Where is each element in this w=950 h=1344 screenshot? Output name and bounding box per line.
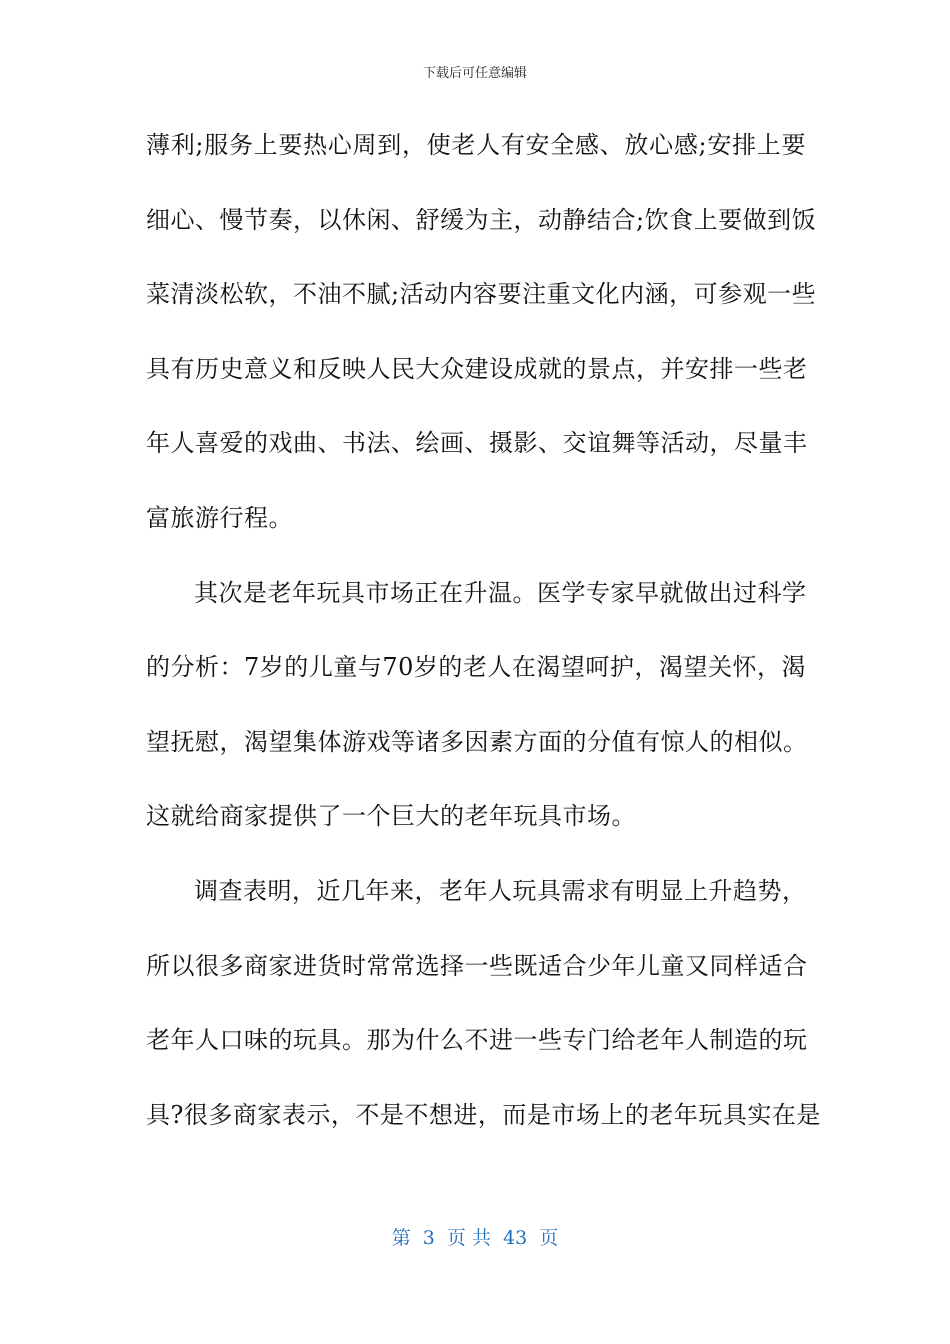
text-line: 具?很多商家表示，不是不想进，而是市场上的老年玩具实在是 [146,1100,821,1129]
page-number-footer: 第 3 页 共 43 页 [391,1227,559,1249]
text-line: 具有历史意义和反映人民大众建设成就的景点，并安排一些老 [146,354,808,383]
text-line: 望抚慰，渴望集体游戏等诸多因素方面的分值有惊人的相似。 [146,727,808,756]
text-line: 调查表明，近几年来，老年人玩具需求有明显上升趋势， [194,876,807,905]
document-body [146,108,821,1152]
text-line: 其次是老年玩具市场正在升温。医学专家早就做出过科学 [194,578,807,607]
text-line: 的分析：7岁的儿童与70岁的老人在渴望呵护，渴望关怀，渴 [146,653,806,682]
text-line: 薄利;服务上要热心周到，使老人有安全感、放心感;安排上要 [146,131,806,159]
text-line: 富旅游行程。 [146,503,293,532]
text-line: 细心、慢节奏，以休闲、舒缓为主，动静结合;饮食上要做到饭 [146,205,817,234]
text-line: 所以很多商家进货时常常选择一些既适合少年儿童又同样适合 [146,951,808,980]
text-line: 老年人口味的玩具。那为什么不进一些专门给老年人制造的玩 [146,1026,808,1055]
text-line: 年人喜爱的戏曲、书法、绘画、摄影、交谊舞等活动，尽量丰 [146,429,808,458]
text-line: 菜清淡松软，不油不腻;活动内容要注重文化内涵，可参观一些 [146,280,817,309]
page-header-note: 下载后可任意编辑 [422,66,527,81]
text-line: 这就给商家提供了一个巨大的老年玩具市场。 [146,802,636,831]
